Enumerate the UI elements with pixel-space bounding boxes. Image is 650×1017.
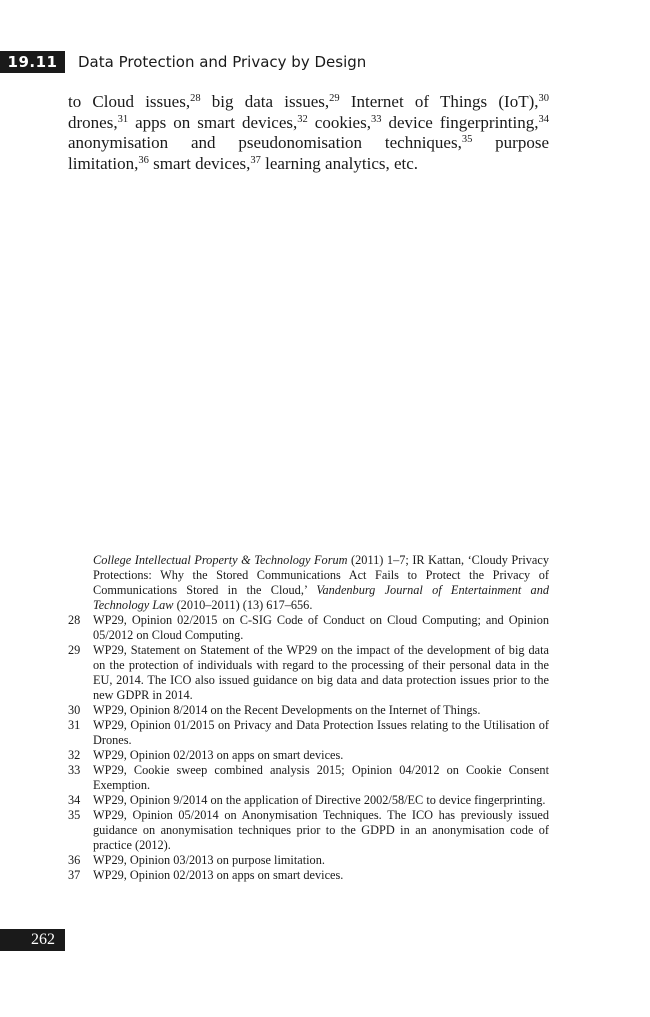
body-segment: to Cloud issues, xyxy=(68,92,191,111)
footnote-italic-title: College Intellectual Property & Technology Forum xyxy=(93,553,348,567)
footnote-text: WP29, Opinion 05/2014 on Anonymisation Techniques. The ICO has previously issued guidance on anonymisation techniques prior to the GDPD in an anonymisation code of practice (2012). xyxy=(93,808,549,852)
footnote-number: 37 xyxy=(68,868,81,882)
footnote-italic-title: Vandenburg Journal of Entertainment and Technology Law xyxy=(93,583,549,612)
page-number-badge xyxy=(0,929,65,951)
footnote-ref[interactable]: 37 xyxy=(250,154,261,166)
footnote-text: WP29, Opinion 03/2013 on purpose limitation. xyxy=(93,853,325,867)
footnote-number: 28 xyxy=(68,613,81,627)
footnote-item xyxy=(68,613,549,643)
footnote-text: WP29, Opinion 02/2013 on apps on smart devices. xyxy=(93,868,344,882)
footnote-ref[interactable]: 35 xyxy=(461,134,473,145)
footnote-item xyxy=(68,703,549,718)
footnote-text: WP29, Opinion 9/2014 on the application of Directive 2002/58/EC to device fingerprinting. xyxy=(93,793,546,807)
footnote-item xyxy=(68,853,549,868)
footnote-text: (2010–2011) (13) 617–656. xyxy=(173,598,313,612)
footnote-number: 32 xyxy=(68,748,81,762)
page-number: 262 xyxy=(31,931,55,948)
body-segment: big data issues, xyxy=(200,92,330,111)
footnote-ref[interactable]: 28 xyxy=(190,93,201,104)
footnote-number: 31 xyxy=(68,718,81,732)
footnote-number: 29 xyxy=(68,643,81,657)
footnote-item xyxy=(68,643,549,703)
footnote-ref[interactable]: 30 xyxy=(538,93,549,104)
body-segment: drones, xyxy=(68,112,118,132)
footnote-item xyxy=(68,868,549,883)
running-header-title: Data Protection and Privacy by Design xyxy=(78,53,367,71)
footnote-ref[interactable]: 29 xyxy=(329,93,340,104)
body-segment: device fingerprinting, xyxy=(381,112,539,132)
footnote-text: WP29, Opinion 02/2015 on C-SIG Code of Conduct on Cloud Computing; and Opinion 05/2012 on Cloud Computing. xyxy=(93,613,549,642)
footnote-text: WP29, Statement on Statement of the WP29 on the impact of the development of big data on the protection of individuals with regard to the processing of their personal data in the EU, 2014. The ICO also issued guidance on big data and data protection issues prior to the new GDPR in 2014. xyxy=(93,643,549,702)
footnote-text: WP29, Opinion 02/2013 on apps on smart devices. xyxy=(93,748,344,762)
footnote-item xyxy=(68,808,549,853)
body-segment: anonymisation and pseudonomisation techniques, xyxy=(68,133,462,152)
footnote-number: 36 xyxy=(68,853,81,867)
footnotes-block xyxy=(68,553,549,883)
body-segment: smart devices, xyxy=(148,153,251,173)
footnote-continuation xyxy=(68,553,549,613)
section-number-badge: 19.11 xyxy=(0,51,65,73)
body-paragraph xyxy=(68,92,549,174)
footnote-item xyxy=(68,718,549,748)
body-segment: purpose limitation, xyxy=(68,133,549,173)
footnote-text: WP29, Opinion 01/2015 on Privacy and Data Protection Issues relating to the Utilisation of Drones. xyxy=(93,718,549,747)
body-segment: cookies, xyxy=(307,112,371,132)
footnote-ref[interactable]: 31 xyxy=(117,113,129,125)
footnote-text: (2011) 1–7; IR Kattan, ‘Cloudy Privacy Protections: Why the Stored Communications Act Fails to Protect the Privacy of Communications Stored in the Cloud,’ xyxy=(93,553,549,597)
body-segment: Internet of Things (IoT), xyxy=(339,92,539,111)
footnote-text: WP29, Cookie sweep combined analysis 2015; Opinion 04/2012 on Cookie Consent Exemption. xyxy=(93,763,549,792)
body-segment: apps on smart devices, xyxy=(128,112,298,132)
body-segment: learning analytics, etc. xyxy=(260,153,419,173)
footnote-number: 34 xyxy=(68,793,81,807)
footnote-ref[interactable]: 34 xyxy=(538,113,549,125)
footnote-ref[interactable]: 33 xyxy=(370,113,382,125)
footnote-item xyxy=(68,763,549,793)
footnote-item xyxy=(68,748,549,763)
footnote-ref[interactable]: 32 xyxy=(297,113,308,125)
footnote-text: WP29, Opinion 8/2014 on the Recent Developments on the Internet of Things. xyxy=(93,703,481,717)
footnote-item xyxy=(68,793,549,808)
footnote-ref[interactable]: 36 xyxy=(138,154,149,166)
footnote-number: 30 xyxy=(68,703,81,717)
footnote-number: 33 xyxy=(68,763,81,777)
footnote-number: 35 xyxy=(68,808,81,822)
